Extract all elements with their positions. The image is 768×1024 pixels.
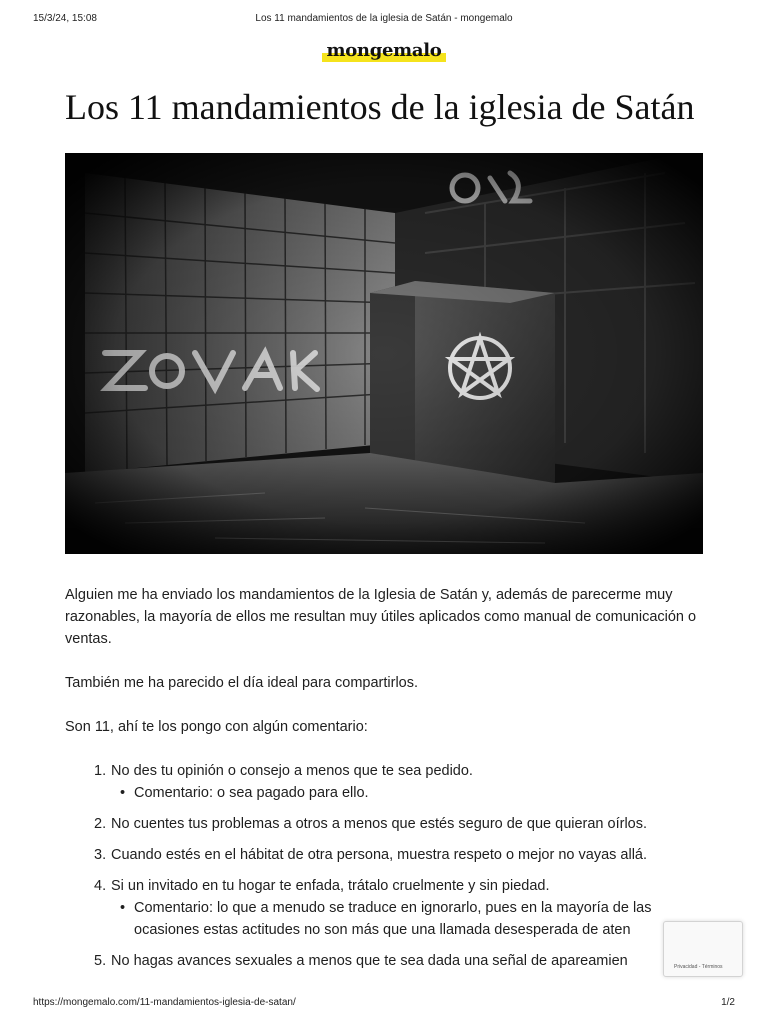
paragraph: Son 11, ahí te los pongo con algún comentario:	[65, 719, 368, 735]
recaptcha-privacy-terms[interactable]: Privacidad - Términos	[674, 964, 723, 970]
list-number: 4.	[94, 878, 107, 894]
print-footer	[0, 997, 768, 1011]
commandments-list	[65, 760, 705, 972]
article-title: Los 11 mandamientos de la iglesia de Satán	[65, 87, 695, 127]
list-number: 3.	[94, 847, 107, 863]
site-header	[0, 40, 768, 61]
sublist	[111, 782, 705, 804]
list-item	[65, 760, 705, 804]
hero-image-illustration	[65, 153, 703, 554]
list-number: 1.	[94, 763, 107, 779]
list-item	[65, 813, 705, 835]
list-item-text: Si un invitado en tu hogar te enfada, trátalo cruelmente y sin piedad.	[111, 878, 550, 894]
list-item-text: No des tu opinión o consejo a menos que te sea pedido.	[111, 763, 473, 779]
print-url: https://mongemalo.com/11-mandamientos-iglesia-de-satan/	[33, 997, 296, 1008]
print-date: 15/3/24, 15:08	[33, 13, 97, 24]
comment-item: • Comentario: lo que a menudo se traduce en ignorarlo, pues en la mayoría de las ocasiones estas actitudes no son más que una llamada desesperada de aten	[111, 897, 705, 941]
site-logo[interactable]	[324, 40, 443, 61]
comment-item: • Comentario: o sea pagado para ello.	[111, 782, 705, 804]
logo-text: mongemalo	[326, 40, 442, 61]
list-item	[65, 844, 705, 866]
recaptcha-badge[interactable]	[663, 921, 743, 977]
paragraph: También me ha parecido el día ideal para compartirlos.	[65, 675, 419, 691]
print-header	[0, 13, 768, 27]
list-item-text: No cuentes tus problemas a otros a menos que estés seguro de que quieran oírlos.	[111, 816, 648, 832]
sublist	[111, 897, 705, 941]
list-item	[65, 875, 705, 941]
list-item-text: No hagas avances sexuales a menos que te sea dada una señal de apareamien	[111, 953, 628, 969]
list-number: 5.	[94, 953, 107, 969]
list-item	[65, 950, 705, 972]
print-page-title: Los 11 mandamientos de la iglesia de Satán - mongemalo	[255, 13, 513, 24]
list-item-text: Cuando estés en el hábitat de otra persona, muestra respeto o mejor no vayas allá.	[111, 847, 648, 863]
article-body	[65, 584, 705, 981]
hero-image	[65, 153, 703, 554]
page-number: 1/2	[721, 997, 735, 1008]
list-number: 2.	[94, 816, 107, 832]
intro-paragraph: Alguien me ha enviado los mandamientos de la Iglesia de Satán y, además de parecerme muy razonables, la mayoría de ellos me resultan muy útiles aplicados como manual de comunicación o ventas.	[65, 587, 697, 647]
